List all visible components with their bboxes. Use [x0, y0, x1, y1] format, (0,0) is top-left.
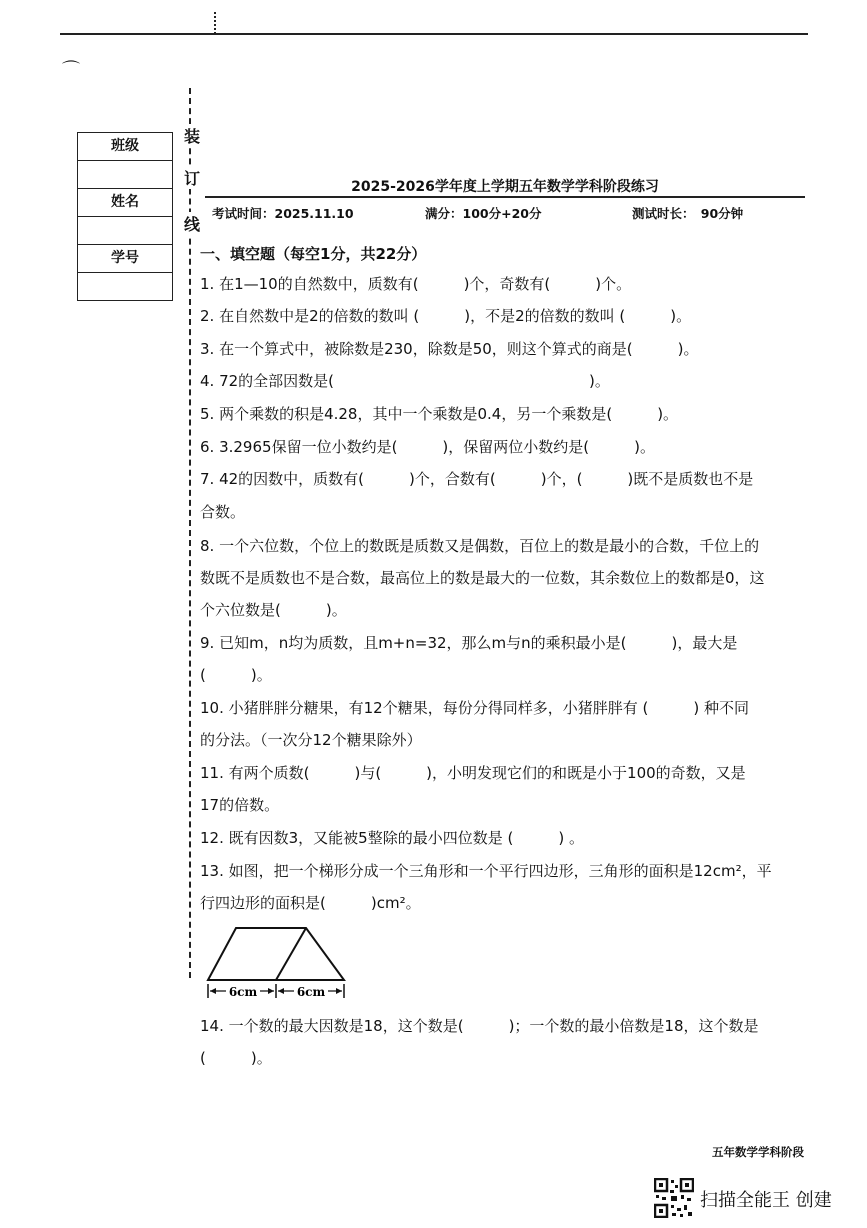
question-line: 6. 3.2965保留一位小数约是( )，保留两位小数约是( )。 — [200, 438, 655, 456]
student-info-box — [77, 132, 173, 301]
dim-label-right: 6cm — [296, 985, 326, 999]
question-line: ( )。 — [200, 1049, 272, 1067]
name-label: 姓名 — [78, 189, 172, 217]
arrow-head — [336, 988, 342, 994]
class-label: 班级 — [78, 133, 172, 161]
duration: 测试时长： 90分钟 — [632, 206, 744, 221]
question-line: 1. 在1—10的自然数中，质数有( )个，奇数有( )个。 — [200, 275, 632, 293]
corner-mark: ⌒ — [62, 60, 80, 81]
full-score: 满分：100分+20分 — [425, 206, 542, 221]
section-heading: 一、填空题（每空1分，共22分） — [200, 245, 427, 263]
binding-char-1: 装 — [182, 124, 202, 147]
arrow-head — [210, 988, 216, 994]
question-line: 合数。 — [200, 503, 246, 521]
question-line: 数既不是质数也不是合数，最高位上的数是最大的一位数，其余数位上的数都是0，这 — [200, 569, 765, 587]
question-line: 12. 既有因数3，又能被5整除的最小四位数是 ( ) 。 — [200, 829, 584, 847]
exam-title: 2025-2026学年度上学期五年数学学科阶段练习 — [351, 179, 659, 195]
question-line: 个六位数是( )。 — [200, 601, 347, 619]
name-field[interactable] — [78, 217, 172, 245]
top-rule — [60, 33, 808, 35]
trapezoid-shape — [208, 928, 344, 980]
question-line: 17的倍数。 — [200, 796, 280, 814]
trapezoid-figure — [204, 924, 354, 1004]
binding-char-2: 订 — [182, 166, 202, 189]
id-field[interactable] — [78, 273, 172, 300]
top-mark — [214, 12, 218, 34]
question-line: 10. 小猪胖胖分糖果，有12个糖果，每份分得同样多，小猪胖胖有 ( ) 种不同 — [200, 699, 749, 717]
arrow-head — [268, 988, 274, 994]
dim-label-left: 6cm — [228, 985, 258, 999]
question-line: 11. 有两个质数( )与( )，小明发现它们的和既是小于100的奇数，又是 — [200, 764, 746, 782]
id-label: 学号 — [78, 245, 172, 273]
title-rule — [205, 196, 805, 198]
question-line: 4. 72的全部因数是( )。 — [200, 372, 610, 390]
question-line: 的分法。（一次分12个糖果除外） — [200, 731, 422, 749]
question-line: 2. 在自然数中是2的倍数的数叫 ( )，不是2的倍数的数叫 ( )。 — [200, 307, 692, 325]
question-line: 14. 一个数的最大因数是18，这个数是( )；一个数的最小倍数是18，这个数是 — [200, 1017, 759, 1035]
page-footer: 五年数学学科阶段 — [712, 1145, 804, 1159]
arrow-head — [278, 988, 284, 994]
qr-code-icon — [654, 1178, 694, 1218]
question-line: 7. 42的因数中，质数有( )个，合数有( )个，( )既不是质数也不是 — [200, 470, 754, 488]
question-line: 行四边形的面积是( )cm²。 — [200, 894, 421, 912]
question-line: 8. 一个六位数，个位上的数既是质数又是偶数，百位上的数是最小的合数，千位上的 — [200, 537, 760, 555]
binding-char-3: 线 — [182, 212, 202, 235]
question-line: ( )。 — [200, 666, 272, 684]
divider-line — [276, 928, 306, 980]
class-field[interactable] — [78, 161, 172, 189]
question-line: 5. 两个乘数的积是4.28，其中一个乘数是0.4，另一个乘数是( )。 — [200, 405, 679, 423]
exam-time: 考试时间：2025.11.10 — [212, 206, 354, 221]
question-line: 9. 已知m，n均为质数，且m+n=32，那么m与n的乘积最小是( )，最大是 — [200, 634, 738, 652]
question-line: 3. 在一个算式中，被除数是230，除数是50，则这个算式的商是( )。 — [200, 340, 699, 358]
question-line: 13. 如图，把一个梯形分成一个三角形和一个平行四边形，三角形的面积是12cm²，平 — [200, 862, 772, 880]
scanner-watermark: 扫描全能王 创建 — [700, 1190, 832, 1211]
